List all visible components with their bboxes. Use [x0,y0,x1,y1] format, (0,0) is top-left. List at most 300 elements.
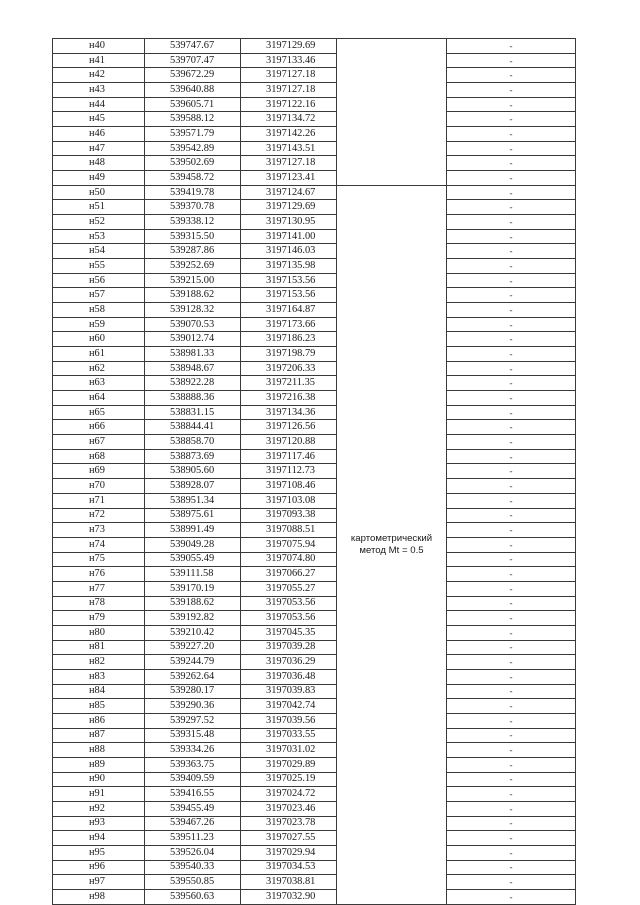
point-cell: н90 [53,772,145,787]
error-cell: - [447,464,576,479]
error-cell: - [447,420,576,435]
error-cell: - [447,787,576,802]
x-coordinate-cell: 539419.78 [145,185,241,200]
point-cell: н56 [53,273,145,288]
point-cell: н40 [53,39,145,54]
error-cell: - [447,875,576,890]
table-row [53,684,576,699]
table-row [53,640,576,655]
x-coordinate-cell: 539244.79 [145,655,241,670]
x-coordinate-cell: 539315.48 [145,728,241,743]
table-row [53,743,576,758]
y-coordinate-cell: 3197112.73 [241,464,337,479]
x-coordinate-cell: 538981.33 [145,347,241,362]
point-cell: н86 [53,713,145,728]
point-cell: н50 [53,185,145,200]
table-row [53,405,576,420]
x-coordinate-cell: 539290.36 [145,699,241,714]
y-coordinate-cell: 3197088.51 [241,523,337,538]
x-coordinate-cell: 539262.64 [145,669,241,684]
error-cell: - [447,669,576,684]
point-cell: н66 [53,420,145,435]
point-cell: н63 [53,376,145,391]
table-row [53,889,576,904]
point-cell: н84 [53,684,145,699]
point-cell: н75 [53,552,145,567]
error-cell: - [447,83,576,98]
table-row [53,68,576,83]
y-coordinate-cell: 3197216.38 [241,391,337,406]
error-cell: - [447,288,576,303]
x-coordinate-cell: 539560.63 [145,889,241,904]
y-coordinate-cell: 3197039.83 [241,684,337,699]
x-coordinate-cell: 538975.61 [145,508,241,523]
point-cell: н97 [53,875,145,890]
error-cell: - [447,640,576,655]
error-cell: - [447,141,576,156]
error-cell: - [447,97,576,112]
x-coordinate-cell: 539252.69 [145,259,241,274]
table-row [53,141,576,156]
point-cell: н51 [53,200,145,215]
y-coordinate-cell: 3197108.46 [241,479,337,494]
point-cell: н81 [53,640,145,655]
error-cell: - [447,229,576,244]
x-coordinate-cell: 539747.67 [145,39,241,54]
point-cell: н82 [53,655,145,670]
table-row [53,508,576,523]
x-coordinate-cell: 539192.82 [145,611,241,626]
y-coordinate-cell: 3197103.08 [241,493,337,508]
table-row [53,816,576,831]
y-coordinate-cell: 3197039.56 [241,713,337,728]
y-coordinate-cell: 3197023.46 [241,801,337,816]
error-cell: - [447,259,576,274]
table-row [53,596,576,611]
x-coordinate-cell: 539215.00 [145,273,241,288]
table-row [53,435,576,450]
error-cell: - [447,611,576,626]
x-coordinate-cell: 539111.58 [145,567,241,582]
y-coordinate-cell: 3197053.56 [241,596,337,611]
point-cell: н71 [53,493,145,508]
error-cell: - [447,479,576,494]
table-row [53,625,576,640]
error-cell: - [447,728,576,743]
x-coordinate-cell: 538873.69 [145,449,241,464]
error-cell: - [447,215,576,230]
y-coordinate-cell: 3197134.72 [241,112,337,127]
error-cell: - [447,596,576,611]
error-cell: - [447,171,576,186]
table-row [53,479,576,494]
table-row [53,713,576,728]
x-coordinate-cell: 539334.26 [145,743,241,758]
x-coordinate-cell: 539370.78 [145,200,241,215]
point-cell: н55 [53,259,145,274]
x-coordinate-cell: 538831.15 [145,405,241,420]
error-cell: - [447,200,576,215]
x-coordinate-cell: 539550.85 [145,875,241,890]
table-row [53,112,576,127]
x-coordinate-cell: 539188.62 [145,596,241,611]
error-cell: - [447,303,576,318]
x-coordinate-cell: 539526.04 [145,845,241,860]
x-coordinate-cell: 539502.69 [145,156,241,171]
y-coordinate-cell: 3197042.74 [241,699,337,714]
table-row [53,787,576,802]
error-cell: - [447,332,576,347]
x-coordinate-cell: 539338.12 [145,215,241,230]
error-cell: - [447,831,576,846]
point-cell: н95 [53,845,145,860]
point-cell: н60 [53,332,145,347]
x-coordinate-cell: 538905.60 [145,464,241,479]
x-coordinate-cell: 539227.20 [145,640,241,655]
coordinates-table-body [53,39,576,905]
table-row [53,449,576,464]
y-coordinate-cell: 3197126.56 [241,420,337,435]
x-coordinate-cell: 539707.47 [145,53,241,68]
y-coordinate-cell: 3197127.18 [241,83,337,98]
error-cell: - [447,889,576,904]
x-coordinate-cell: 538928.07 [145,479,241,494]
table-row [53,420,576,435]
x-coordinate-cell: 538844.41 [145,420,241,435]
x-coordinate-cell: 539672.29 [145,68,241,83]
x-coordinate-cell: 539416.55 [145,787,241,802]
point-cell: н78 [53,596,145,611]
y-coordinate-cell: 3197130.95 [241,215,337,230]
error-cell: - [447,244,576,259]
table-row [53,347,576,362]
y-coordinate-cell: 3197023.78 [241,816,337,831]
y-coordinate-cell: 3197141.00 [241,229,337,244]
table-row [53,244,576,259]
table-row [53,801,576,816]
method-cell-upper [337,39,447,186]
table-row [53,860,576,875]
error-cell: - [447,127,576,142]
error-cell: - [447,567,576,582]
point-cell: н88 [53,743,145,758]
y-coordinate-cell: 3197027.55 [241,831,337,846]
table-row [53,200,576,215]
y-coordinate-cell: 3197075.94 [241,537,337,552]
table-row [53,757,576,772]
error-cell: - [447,317,576,332]
point-cell: н45 [53,112,145,127]
point-cell: н42 [53,68,145,83]
x-coordinate-cell: 539409.59 [145,772,241,787]
x-coordinate-cell: 539605.71 [145,97,241,112]
y-coordinate-cell: 3197173.66 [241,317,337,332]
point-cell: н69 [53,464,145,479]
error-cell: - [447,713,576,728]
y-coordinate-cell: 3197211.35 [241,376,337,391]
y-coordinate-cell: 3197129.69 [241,39,337,54]
point-cell: н43 [53,83,145,98]
point-cell: н98 [53,889,145,904]
table-row [53,523,576,538]
point-cell: н94 [53,831,145,846]
point-cell: н91 [53,787,145,802]
y-coordinate-cell: 3197198.79 [241,347,337,362]
table-row [53,185,576,200]
point-cell: н76 [53,567,145,582]
error-cell: - [447,156,576,171]
error-cell: - [447,53,576,68]
table-row [53,376,576,391]
table-row [53,831,576,846]
point-cell: н73 [53,523,145,538]
error-cell: - [447,537,576,552]
table-row [53,464,576,479]
point-cell: н54 [53,244,145,259]
error-cell: - [447,39,576,54]
point-cell: н48 [53,156,145,171]
error-cell: - [447,376,576,391]
y-coordinate-cell: 3197074.80 [241,552,337,567]
y-coordinate-cell: 3197036.48 [241,669,337,684]
y-coordinate-cell: 3197123.41 [241,171,337,186]
x-coordinate-cell: 538948.67 [145,361,241,376]
point-cell: н46 [53,127,145,142]
table-row [53,288,576,303]
y-coordinate-cell: 3197206.33 [241,361,337,376]
point-cell: н52 [53,215,145,230]
y-coordinate-cell: 3197142.26 [241,127,337,142]
table-row [53,875,576,890]
error-cell: - [447,801,576,816]
point-cell: н93 [53,816,145,831]
error-cell: - [447,860,576,875]
error-cell: - [447,581,576,596]
point-cell: н49 [53,171,145,186]
y-coordinate-cell: 3197032.90 [241,889,337,904]
table-row [53,581,576,596]
table-row [53,391,576,406]
table-row [53,655,576,670]
method-cell [337,185,447,904]
x-coordinate-cell: 539315.50 [145,229,241,244]
error-cell: - [447,845,576,860]
y-coordinate-cell: 3197153.56 [241,288,337,303]
x-coordinate-cell: 538991.49 [145,523,241,538]
table-row [53,127,576,142]
table-row [53,552,576,567]
y-coordinate-cell: 3197117.46 [241,449,337,464]
x-coordinate-cell: 539280.17 [145,684,241,699]
point-cell: н57 [53,288,145,303]
table-row [53,229,576,244]
x-coordinate-cell: 539542.89 [145,141,241,156]
y-coordinate-cell: 3197036.29 [241,655,337,670]
x-coordinate-cell: 538888.36 [145,391,241,406]
table-row [53,317,576,332]
x-coordinate-cell: 539055.49 [145,552,241,567]
point-cell: н83 [53,669,145,684]
point-cell: н70 [53,479,145,494]
y-coordinate-cell: 3197034.53 [241,860,337,875]
y-coordinate-cell: 3197133.46 [241,53,337,68]
error-cell: - [447,435,576,450]
table-row [53,845,576,860]
table-row [53,83,576,98]
error-cell: - [447,347,576,362]
error-cell: - [447,772,576,787]
point-cell: н77 [53,581,145,596]
point-cell: н87 [53,728,145,743]
table-row [53,493,576,508]
error-cell: - [447,449,576,464]
y-coordinate-cell: 3197124.67 [241,185,337,200]
x-coordinate-cell: 539070.53 [145,317,241,332]
y-coordinate-cell: 3197093.38 [241,508,337,523]
table-row [53,332,576,347]
point-cell: н68 [53,449,145,464]
table-row [53,156,576,171]
x-coordinate-cell: 539363.75 [145,757,241,772]
y-coordinate-cell: 3197186.23 [241,332,337,347]
point-cell: н53 [53,229,145,244]
point-cell: н67 [53,435,145,450]
table-row [53,215,576,230]
table-row [53,537,576,552]
x-coordinate-cell: 539458.72 [145,171,241,186]
error-cell: - [447,684,576,699]
error-cell: - [447,185,576,200]
point-cell: н44 [53,97,145,112]
table-row [53,669,576,684]
point-cell: н59 [53,317,145,332]
point-cell: н58 [53,303,145,318]
y-coordinate-cell: 3197053.56 [241,611,337,626]
y-coordinate-cell: 3197129.69 [241,200,337,215]
x-coordinate-cell: 538922.28 [145,376,241,391]
error-cell: - [447,625,576,640]
table-row [53,39,576,54]
y-coordinate-cell: 3197039.28 [241,640,337,655]
y-coordinate-cell: 3197127.18 [241,156,337,171]
error-cell: - [447,361,576,376]
point-cell: н92 [53,801,145,816]
error-cell: - [447,552,576,567]
x-coordinate-cell: 539455.49 [145,801,241,816]
y-coordinate-cell: 3197146.03 [241,244,337,259]
y-coordinate-cell: 3197066.27 [241,567,337,582]
y-coordinate-cell: 3197024.72 [241,787,337,802]
error-cell: - [447,508,576,523]
x-coordinate-cell: 539188.62 [145,288,241,303]
x-coordinate-cell: 539467.26 [145,816,241,831]
error-cell: - [447,743,576,758]
x-coordinate-cell: 539128.32 [145,303,241,318]
x-coordinate-cell: 539540.33 [145,860,241,875]
error-cell: - [447,405,576,420]
y-coordinate-cell: 3197033.55 [241,728,337,743]
y-coordinate-cell: 3197120.88 [241,435,337,450]
y-coordinate-cell: 3197029.89 [241,757,337,772]
error-cell: - [447,493,576,508]
x-coordinate-cell: 539170.19 [145,581,241,596]
error-cell: - [447,273,576,288]
point-cell: н61 [53,347,145,362]
y-coordinate-cell: 3197164.87 [241,303,337,318]
table-row [53,611,576,626]
point-cell: н65 [53,405,145,420]
y-coordinate-cell: 3197135.98 [241,259,337,274]
y-coordinate-cell: 3197122.16 [241,97,337,112]
y-coordinate-cell: 3197045.35 [241,625,337,640]
point-cell: н62 [53,361,145,376]
error-cell: - [447,757,576,772]
x-coordinate-cell: 539588.12 [145,112,241,127]
y-coordinate-cell: 3197038.81 [241,875,337,890]
error-cell: - [447,391,576,406]
y-coordinate-cell: 3197031.02 [241,743,337,758]
table-row [53,259,576,274]
point-cell: н72 [53,508,145,523]
error-cell: - [447,699,576,714]
x-coordinate-cell: 539012.74 [145,332,241,347]
point-cell: н41 [53,53,145,68]
x-coordinate-cell: 539511.23 [145,831,241,846]
table-row [53,303,576,318]
table-row [53,699,576,714]
y-coordinate-cell: 3197143.51 [241,141,337,156]
table-row [53,728,576,743]
point-cell: н47 [53,141,145,156]
y-coordinate-cell: 3197029.94 [241,845,337,860]
table-row [53,171,576,186]
x-coordinate-cell: 538951.34 [145,493,241,508]
x-coordinate-cell: 539287.86 [145,244,241,259]
method-label: картометрический метод Mt = 0.5 [350,532,433,556]
x-coordinate-cell: 539297.52 [145,713,241,728]
point-cell: н74 [53,537,145,552]
y-coordinate-cell: 3197055.27 [241,581,337,596]
table-row [53,567,576,582]
point-cell: н64 [53,391,145,406]
error-cell: - [447,816,576,831]
y-coordinate-cell: 3197025.19 [241,772,337,787]
x-coordinate-cell: 538858.70 [145,435,241,450]
error-cell: - [447,68,576,83]
error-cell: - [447,112,576,127]
point-cell: н89 [53,757,145,772]
error-cell: - [447,655,576,670]
table-row [53,772,576,787]
table-row [53,97,576,112]
error-cell: - [447,523,576,538]
coordinates-table [52,38,576,905]
x-coordinate-cell: 539571.79 [145,127,241,142]
table-row [53,361,576,376]
point-cell: н79 [53,611,145,626]
x-coordinate-cell: 539049.28 [145,537,241,552]
table-row [53,53,576,68]
y-coordinate-cell: 3197153.56 [241,273,337,288]
y-coordinate-cell: 3197134.36 [241,405,337,420]
point-cell: н96 [53,860,145,875]
point-cell: н80 [53,625,145,640]
y-coordinate-cell: 3197127.18 [241,68,337,83]
point-cell: н85 [53,699,145,714]
x-coordinate-cell: 539640.88 [145,83,241,98]
x-coordinate-cell: 539210.42 [145,625,241,640]
table-row [53,273,576,288]
